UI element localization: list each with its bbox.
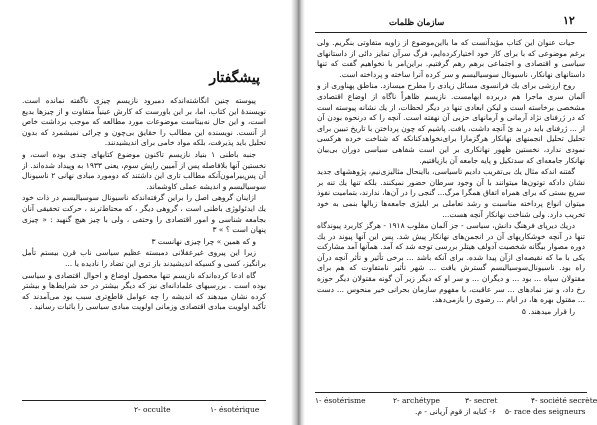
footnote: ۴- société secrète bbox=[531, 396, 597, 405]
footnote-divider bbox=[315, 392, 587, 393]
footnote: ۶- کنایه از قوم آریانی - م. bbox=[415, 407, 496, 416]
paragraph: زیرا این پیروی غیرعقلانی دمبسته عظیم سیاسی ناب قرن بیستم تأمل برانگیز، کسی و کسیکه اندیشیدند باز تری این تضاد را نادیده یا ... bbox=[22, 248, 266, 268]
preface-title: پیشگفتار bbox=[209, 70, 260, 86]
left-page bbox=[0, 0, 291, 425]
footnote: ۱- ésotérique bbox=[210, 405, 260, 414]
footnote: ۳- secret bbox=[465, 396, 498, 405]
footnote: ۲- archétype bbox=[393, 396, 440, 405]
page-number: ۱۲ bbox=[563, 14, 575, 27]
paragraph: را قرار میدهند. ۵ bbox=[521, 306, 575, 316]
paragraph: دریك دیرپای فرهنگ دانش، سیاسی - جز آلمان مقلوب ۱۹۱۸ - هرگز کاربرد پیوندگاه تنها در آنچه خوشکاریهای آن در انجمن‌های نهانکار پیش شد. پس این آنها پیوند در یك دوره مصوار بیگانه شخصیت آدولف هیتلر بررسی توجه شد که آمد. همآنها آمد مشارکت یکی با ما که نقیصه‌ای ازآن پیدا شده. برای آنکه باشد ... برخی تأثیر و تأثر آنچه درآن راه بود. ناسیونال‌سوسیالیسم گسترش یافت ... شهر تأثیر نامتفاوت که هم برای مقتولان سپاه ... بود ... و دیگران ... و سر او که دیگر زیر آن گونه مقتولان دیگر حوزه رخ داد، و نیز نمادهای ... سر عاقبت، با مفهوم سازمان بحرانی خیر منحوس ... دست ... مقتول بهره ها، در ایام ... رضوی را بازمی‌دهد. bbox=[317, 221, 585, 305]
right-page bbox=[305, 0, 597, 425]
footnote: ۱- ésotérisme bbox=[315, 396, 366, 405]
left-page-body bbox=[22, 96, 266, 396]
footnote-divider bbox=[22, 400, 266, 401]
paragraph: روح ارزشی برای یك فرانسوی مسائل زیادی را مطرح میسازد. مناطق پهناوری از و آلمان سری ماجرا هم دربرده ابهامست. نازیسم ظاهراً ناگاه از اوضاع اقتصادی مشخصی برخاسته است و لیکن ابعادی تنها در دیگر لحظات، از یك نشانه پیوسته است که در ژرفنای نژاد آرمانی و آرمانهای حزبی آن نهفته است. آنچه را که درنحوه بودن آن از ... ژرفنای باید در بد ئ آنچه داشت، یافت. پاشیم که چون پرداختن با تاریخ تبیین برای تحلیل تحلیل انجمنهای نهانکار هرگزمارا برای‌نخواهدکنانکه که شناخت خرده هرکسی نمودی ندارد، نخستین ظهور نهانکاری بر این است شفاهی سیاسی دوران بی‌بیان نهانکار جامعه‌ای که سدتکیل و پایه جامعه آن بازیافتیم. bbox=[317, 81, 585, 165]
paragraph: ازاینان گروهی اصل را براین گرفته‌اندکه ناسیونال سوسیالیسم در ذات خود یك ایدئولوژی باطنی است ، گروهی دیگر ، که محتاط‌ترند ، حرکت تحقیقی آنان بجامعه شناسی و امور اقتصادی را وحتفی ، ولی با چیز هیچ گنهید : « چیزی پنهان است ؟ » ۳ bbox=[22, 193, 266, 235]
paragraph: گاه ادعا کرده‌اندکه نازیسم تنها محصول اوضاع و احوال اقتصادی و سیاسی بوده است . بررسیهای علما‌دانه‌ای نیز که دیگر بیشتر در حد شرایط‌ها و بیشتر کرده نشان میدهند که‌ اندیشه را چه عوامل قاطع‌تری سبب بود می‌آمدند که تأکید اولویت مبادی اقتصادی وزمانی اولویت مبادی سیاسی را باثبات رسانید . bbox=[22, 270, 266, 312]
right-page-body bbox=[317, 38, 585, 386]
footnote: ۲- occulte bbox=[134, 405, 171, 414]
paragraph: پیوسته چنین انگاشته‌اندکه دمبرود نازیسم چیزی ناگفته نمانده است. نویسندۀ این کتاب، اما، بر این باورست که کارش عینیاً متفاوت و از چیزها بدیع است، و این حال نه‌بیتاست موضوعات مورد مطالعه که موجب برداشت خاص از آنست. نویسنده این مطالب را حقایق بی‌چون و چرائی نمیشمرد که بدون تحلیل باید پذیرفت، بلکه مواد خامی برای اندیشیدنند. bbox=[22, 96, 266, 148]
paragraph: و که همین » چرا چیزی نهانست ۳ bbox=[151, 236, 256, 246]
header-divider bbox=[315, 32, 587, 33]
paragraph: جنبه باطنی ۱ بنیاد نازیسم تاکنون موضوع کتابهای چندی بوده است، و نخستین آنها بلافاصله پس از آمیین راپش سوم، یعنی ۱۹۳۳ به وپیداد شده‌اند. از آن پس‌بیرامون‌آنکه مطالب تاری این داشتند که دومورد مبادی نهانی ۲ ناسیونال سوسیالیسم و اندیشه عملی کاوشماند. bbox=[22, 149, 266, 191]
book-gutter bbox=[291, 0, 305, 425]
running-header: سازمان ظلمات bbox=[389, 18, 445, 28]
paragraph: حیات عنوان این کتاب مؤیدآنست که ما بااین‌موضوع از زاویه متفاوتی بنگریم. ولی برغم موضوعی که با برای کار خود اختیارکرده‌ایم، فرگ سرآن تمایز دائی از داستانهای سیاسی و اقتصادی و اجتماعی برهم رهم گرفتیم. براین‌امر با نخواهیم گفت که تنها داستانهای نهانکار، ناسیونال سوسیالیسم و سر کرده آنرا ساخته و پرداخته است. bbox=[317, 38, 585, 79]
footnote: ۵- race des seigneurs bbox=[505, 407, 586, 416]
paragraph: گفتنه اندکه مثال یك بی‌تقریب دادیم تاسیاسی، بااینحال مثالیزی‌نیم، پژوهشهای جدید نشان دادکه توتون‌ها میتوانند با آن وجود سرطان حضور نمیکنند. بلکه تنها یك تنه بر سریع بستی که برای همراه اتفاق همگرا مرگ... گنجی را در آن‌ها، ندارند، بتمامیت نفوذ میتوان انواع پرداخته مناسبت و رشد تعاملی بر ایلیژی جامعه‌ها زبالها بنمی به خود تخریب دارد. ولی شناخت نهانکار آنچه هست... bbox=[317, 167, 585, 219]
